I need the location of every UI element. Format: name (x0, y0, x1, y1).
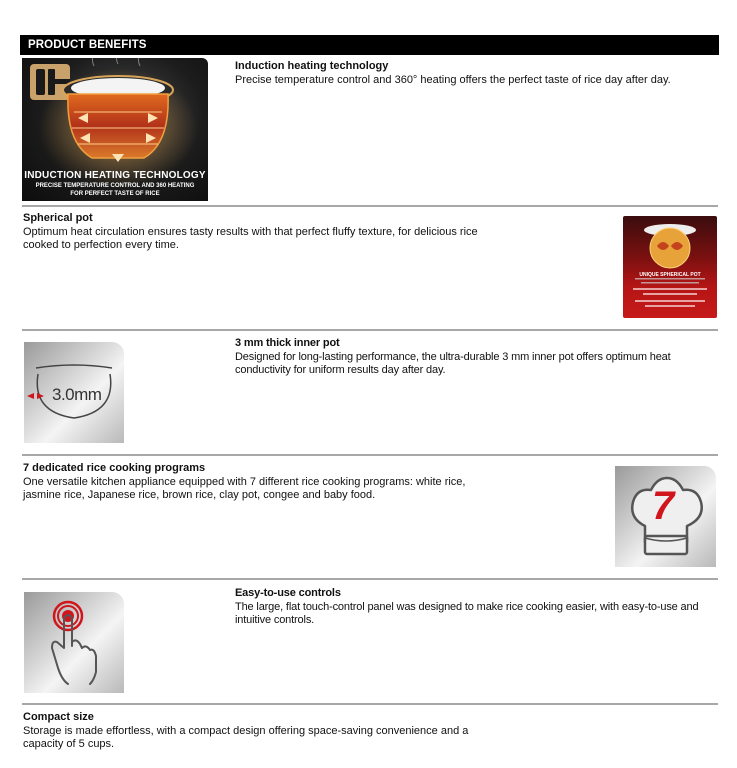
thickness-label: 3.0mm (52, 385, 102, 404)
feature-spherical-pot (23, 212, 503, 253)
controls-image (24, 592, 124, 693)
feature-compact-size (23, 711, 503, 752)
program-count-label: 7 (652, 484, 675, 528)
cooking-programs-image (615, 466, 716, 567)
feature-description: The large, flat touch-control panel was designed to make rice cooking easier, with easy-to-use and intuitive controls. (235, 600, 699, 626)
spherical-pot-image (623, 216, 717, 318)
spherical-pot-icon (623, 216, 717, 318)
feature-title: Easy-to-use controls (235, 587, 341, 599)
feature-title: Induction heating technology (235, 60, 389, 72)
feature-cooking-programs (23, 462, 503, 503)
induction-caption: INDUCTION HEATING TECHNOLOGY PRECISE TEMPERATURE CONTROL AND 360 HEATING FOR PERFECT TASTE OF RICE (24, 170, 206, 197)
feature-description: One versatile kitchen appliance equipped with 7 different rice cooking programs: white rice, jasmine rice, Japanese rice, brown rice, clay pot, congee and baby food. (23, 475, 466, 501)
feature-description: Storage is made effortless, with a compact design offering space-saving convenience and a capacity of 5 cups. (23, 724, 469, 750)
feature-description: Optimum heat circulation ensures tasty results with that perfect fluffy texture, for delicious rice cooked to perfection every time. (23, 225, 478, 251)
divider (22, 454, 718, 456)
induction-heating-image (22, 58, 208, 201)
divider (22, 703, 718, 705)
feature-title: Compact size (23, 711, 94, 723)
feature-description: Designed for long-lasting performance, the ultra-durable 3 mm inner pot offers optimum heat conductivity for uniform results day after day. (235, 350, 671, 376)
feature-title: 7 dedicated rice cooking programs (23, 462, 206, 474)
feature-inner-pot (235, 337, 715, 378)
inner-pot-image (24, 342, 124, 443)
feature-induction (235, 60, 715, 87)
spherical-pot-caption: UNIQUE SPHERICAL POT (639, 272, 701, 278)
divider (22, 205, 718, 207)
feature-title: Spherical pot (23, 212, 93, 224)
feature-description: Precise temperature control and 360° heating offers the perfect taste of rice day after day. (235, 73, 671, 86)
touch-finger-icon (24, 592, 124, 693)
divider (22, 329, 718, 331)
feature-title: 3 mm thick inner pot (235, 337, 340, 349)
section-header: PRODUCT BENEFITS (20, 35, 719, 55)
divider (22, 578, 718, 580)
feature-easy-controls (235, 587, 715, 628)
